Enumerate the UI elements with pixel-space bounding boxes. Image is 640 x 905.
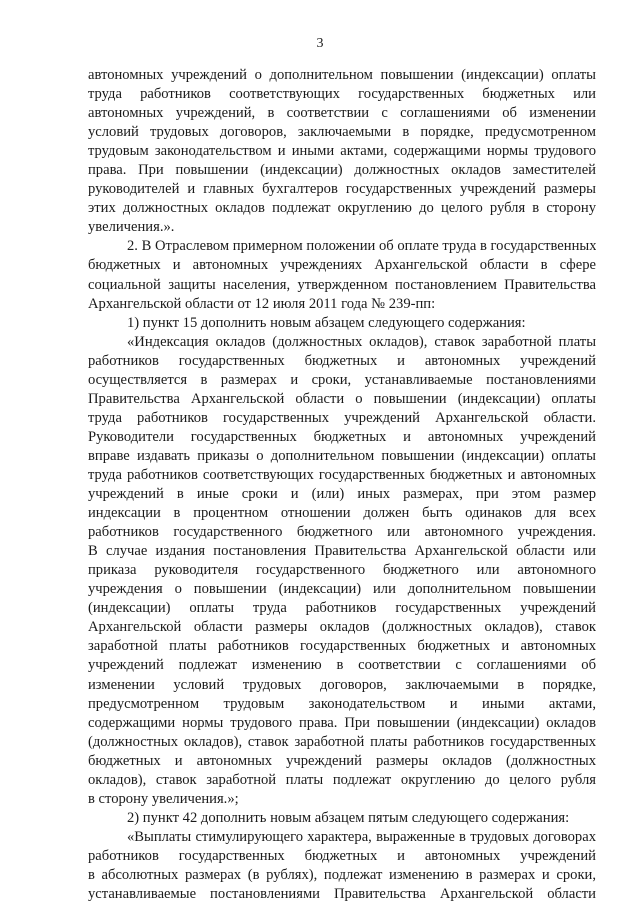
- text-line: содержащими нормы трудового права. При повышении (индексации) окладов: [88, 714, 596, 731]
- text-line: Правительства Архангельской области о повышении (индексации) оплаты: [88, 390, 596, 407]
- text-line: приказа руководителя государственного бюджетного или автономного: [88, 562, 596, 579]
- text-line: бюджетных и автономных учреждениях Архангельской области в сфере: [88, 257, 596, 274]
- text-line: социальной защиты населения, утвержденном постановлением Правительства: [88, 276, 596, 293]
- text-line: Архангельской области размеры окладов (должностных окладов), ставок: [88, 619, 596, 636]
- document-body: [88, 66, 596, 904]
- text-line: (индексации) оплаты труда работников государственных учреждений: [88, 600, 596, 617]
- text-line: изменении условий трудовых договоров, заключаемыми в порядке,: [88, 676, 596, 693]
- text-line: окладов), ставок заработной платы подлежат округлению до целого рубля: [88, 771, 596, 788]
- text-line: автономных учреждений о дополнительном повышении (индексации) оплаты: [88, 67, 596, 83]
- text-line: предусмотренном трудовым законодательством и иными актами,: [88, 695, 596, 712]
- text-line: бюджетных и автономных учреждений размеры окладов (должностных: [88, 752, 596, 769]
- text-line: автономных учреждений, в соответствии с соглашениями об изменении: [88, 105, 596, 122]
- page-number: 3: [316, 36, 324, 51]
- text-line: учреждений подлежат изменению в соответствии с соглашениями об: [88, 657, 596, 674]
- text-line: В случае издания постановления Правительства Архангельской области или: [88, 543, 596, 560]
- text-line: (должностных окладов), ставок заработной платы работников государственных: [88, 733, 596, 750]
- text-line: работников государственного бюджетного или автономного учреждения.: [88, 524, 596, 541]
- text-line: вправе издавать приказы о дополнительном повышении (индексации) оплаты: [88, 447, 596, 464]
- text-line: этих должностных окладов подлежат округлению до целого рубля в сторону: [88, 200, 596, 217]
- text-line: в абсолютных размерах (в рублях), подлежат изменению в размерах и сроки,: [88, 866, 596, 883]
- text-line: «Выплаты стимулирующего характера, выраженные в трудовых договорах: [127, 828, 596, 845]
- text-line: индексации в процентном отношении должен быть одинаков для всех: [88, 505, 596, 522]
- text-line: трудовым законодательством и иными актами, содержащими нормы трудового: [88, 143, 596, 160]
- text-line: 2. В Отраслевом примерном положении об оплате труда в государственных: [127, 238, 596, 255]
- text-line: «Индексация окладов (должностных окладов), ставок заработной платы: [127, 333, 596, 350]
- text-line: 1) пункт 15 дополнить новым абзацем следующего содержания:: [127, 314, 526, 331]
- text-line: права. При повышении (индексации) должностных окладов заместителей: [88, 162, 596, 179]
- text-line: руководителей и главных бухгалтеров государственных учреждений размеры: [88, 181, 596, 198]
- text-line: Руководители государственных бюджетных и автономных учреждений: [88, 428, 596, 445]
- text-line: устанавливаемые постановлениями Правительства Архангельской области: [88, 886, 596, 903]
- text-line: труда работников соответствующих государственных бюджетных или: [88, 86, 596, 103]
- text-line: заработной платы работников государственных бюджетных и автономных: [88, 638, 596, 655]
- text-line: Архангельской области от 12 июля 2011 года № 239-пп:: [88, 295, 436, 312]
- text-line: в сторону увеличения.»;: [88, 790, 239, 807]
- text-line: труда работников соответствующих государственных бюджетных и автономных: [88, 466, 596, 483]
- text-line: труда работников государственных учреждений Архангельской области.: [88, 409, 596, 426]
- text-line: учреждения о повышении (индексации) или дополнительном повышении: [88, 581, 596, 598]
- text-line: учреждений в иные сроки и (или) иных размерах, при этом размер: [88, 486, 596, 503]
- text-line: работников государственных бюджетных и автономных учреждений: [88, 847, 596, 864]
- text-line: увеличения.».: [88, 219, 175, 236]
- text-line: работников государственных бюджетных и автономных учреждений: [88, 352, 596, 369]
- text-line: 2) пункт 42 дополнить новым абзацем пятым следующего содержания:: [127, 809, 570, 826]
- text-line: условий трудовых договоров, заключаемыми в порядке, предусмотренном: [88, 124, 596, 141]
- text-line: осуществляется в размерах и сроки, устанавливаемые постановлениями: [88, 371, 596, 388]
